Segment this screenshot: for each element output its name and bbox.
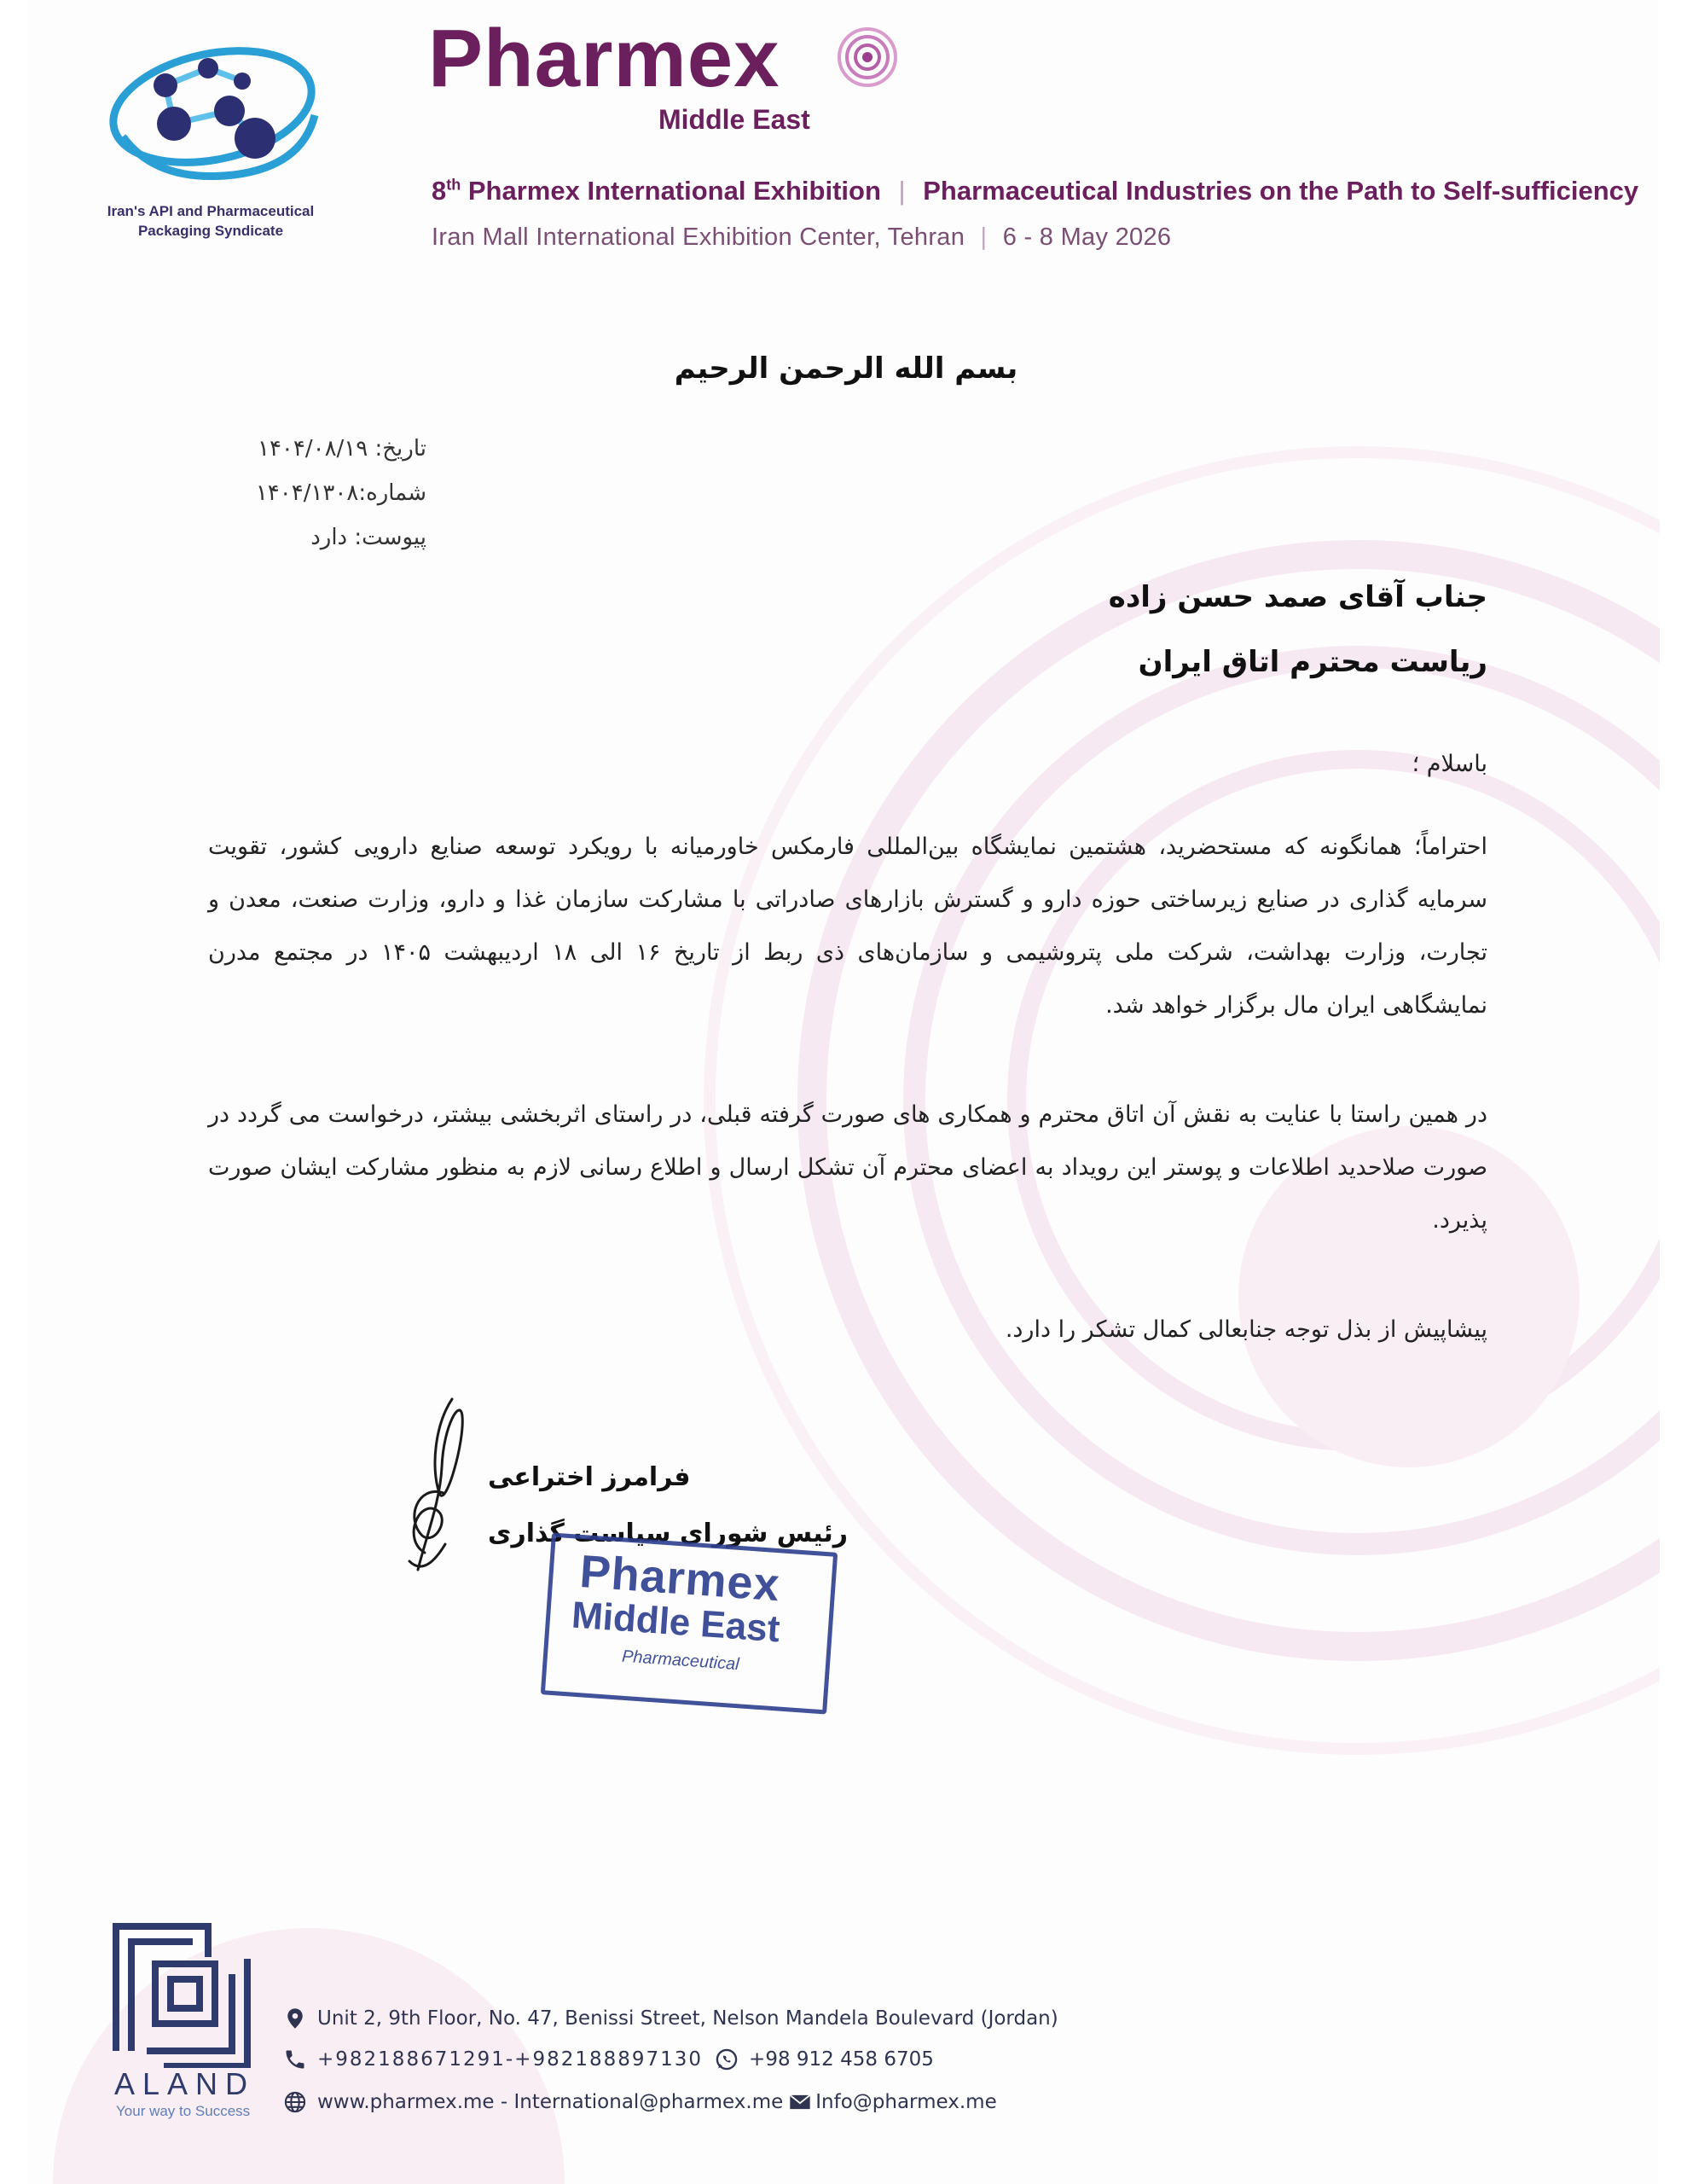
exhibition-separator: | xyxy=(898,176,906,206)
greeting: باسلام ؛ xyxy=(1412,751,1487,777)
brand-wordmark: Pharmex xyxy=(428,13,780,104)
letter-meta xyxy=(85,427,426,560)
envelope-icon xyxy=(788,2090,812,2114)
syndicate-name xyxy=(87,201,334,241)
exhibition-theme: Pharmaceutical Industries on the Path to Self-sufficiency xyxy=(923,176,1639,206)
closing-paragraph: پیشاپیش از بذل توجه جنابعالی کمال تشکر را دارد. xyxy=(1005,1316,1487,1343)
brand-ring-icon xyxy=(836,26,899,89)
location-pin-icon xyxy=(283,2007,307,2030)
stamp-line3: Pharmaceutical xyxy=(621,1647,740,1675)
whatsapp-icon xyxy=(715,2048,739,2071)
letter-date: تاریخ: ۱۴۰۴/۰۸/۱۹ xyxy=(257,436,426,462)
syndicate-name-line2: Packaging Syndicate xyxy=(137,223,284,239)
venue-line xyxy=(432,224,1171,252)
stamp-line2: Middle East xyxy=(570,1594,781,1651)
signatory-name: فرامرز اختراعی xyxy=(488,1462,691,1492)
footer-web-row xyxy=(283,2090,997,2114)
signatory-title: رئیس شورای سیاست گذاری xyxy=(488,1519,848,1548)
body-paragraph-1: احتراماً؛ همانگونه که مستحضرید، هشتمین نمایشگاه بین‌المللی فارمکس خاورمیانه با رویکرد توسعه صنایع دارویی کشور، تقویت سرمایه گذاری در صنایع زیرساختی حوزه دارو و گسترش بازارهای صادراتی با مشارکت سازمان غذا و دارو، وزارت صنعت، معدن و تجارت، وزارت بهداشت، شرکت ملی پتروشیمی و سازمان‌های ذی ربط از تاریخ ۱۶ الی ۱۸ اردیبهشت ۱۴۰۵ در مجتمع مدرن نمایشگاهی ایران مال برگزار خواهد شد. xyxy=(208,834,1487,1019)
footer-email: Info@pharmex.me xyxy=(815,2091,997,2113)
footer-address: Unit 2, 9th Floor, No. 47, Benissi Street, Nelson Mandela Boulevard (Jordan) xyxy=(317,2007,1058,2030)
globe-icon xyxy=(283,2090,307,2114)
addressee-title: ریاست محترم اتاق ایران xyxy=(1138,645,1487,679)
letter-attachment: پیوست: دارد xyxy=(310,525,426,550)
aland-name: ALAND xyxy=(114,2066,256,2101)
venue-separator: | xyxy=(980,224,988,251)
venue-dates: 6 - 8 May 2026 xyxy=(1002,224,1172,251)
venue-place: Iran Mall International Exhibition Center, Tehran xyxy=(432,224,965,251)
footer-web: www.pharmex.me - International@pharmex.me xyxy=(317,2091,784,2113)
exhibition-line xyxy=(432,176,1638,206)
aland-tagline: Your way to Success xyxy=(116,2103,251,2119)
footer-phones: +982188671291-+982188897130 xyxy=(317,2048,704,2071)
exhibition-ordinal: 8 xyxy=(432,176,447,206)
company-stamp xyxy=(541,1533,838,1715)
body-paragraph-2: در همین راستا با عنایت به نقش آن اتاق محترم و همکاری های صورت گرفته قبلی، در راستای اثربخشی بیشتر، درخواست می گردد در صورت صلاحدید اطلاعات و پوستر این رویداد به اعضای محترم آن تشکل ارسال و اطلاع رسانی لازم به منظور مشارکت ایشان صورت پذیرد. xyxy=(208,1101,1487,1234)
footer-address-row xyxy=(283,2007,1058,2030)
phone-icon xyxy=(283,2048,307,2071)
addressee-name: جناب آقای صمد حسن زاده xyxy=(1108,580,1487,614)
footer-whatsapp: +98 912 458 6705 xyxy=(749,2048,934,2071)
exhibition-name: Pharmex International Exhibition xyxy=(467,176,881,206)
aland-logo-icon xyxy=(113,1923,263,2068)
stamp-line1: Pharmex xyxy=(577,1545,782,1612)
letter-number: شماره:۱۴۰۴/۱۳۰۸ xyxy=(255,480,426,506)
handwritten-signature-icon xyxy=(384,1391,503,1604)
addressee xyxy=(720,565,1487,694)
basmala: بسم الله الرحمن الرحیم xyxy=(674,351,1018,386)
footer-phone-row xyxy=(283,2048,934,2071)
brand-subtitle: Middle East xyxy=(658,104,810,135)
syndicate-name-line1: Iran's API and Pharmaceutical xyxy=(107,203,315,219)
exhibition-ordinal-suffix: th xyxy=(446,176,461,194)
letter-page xyxy=(27,0,1660,2184)
syndicate-logo-icon xyxy=(106,34,319,188)
